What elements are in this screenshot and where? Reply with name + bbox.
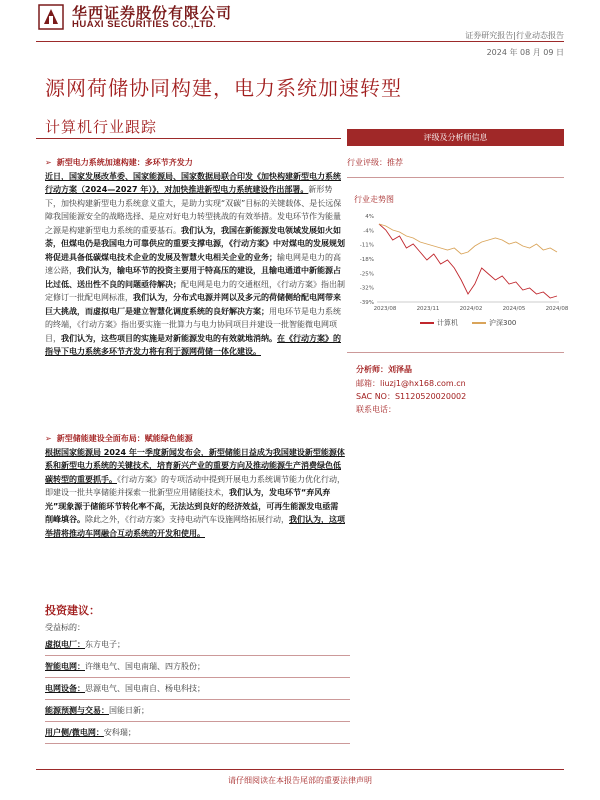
investment-row-value: 安科瑞； — [103, 728, 136, 737]
y-tick-label: -25% — [359, 271, 374, 278]
paragraph-2: 根据国家能源局 2024 年一季度新闻发布会，新型储能日益成为我国建设新型能源体系和新型电力系统的关键技术，培育新兴产业的重要方向及推动能源生产消费绿色低碳转型的重要抓手。《行动方案》的专项活动中提到开展电力系统调节能力优化行动，即建设一批共享储能并探索一批新型应用储能技术，我们认为，发电环节“弃风弃光”现象源于储能环节转化率不高，无法达到良好的经济效益，可再生能源发电亟需削峰填谷。除此之外，《行动方案》支持电动汽车设施网络拓展行动，我们认为，这项举措将推动车网融合互动系统的开发和使用。 — [45, 447, 345, 538]
y-tick-label: -18% — [359, 257, 374, 263]
sidebar-divider-2 — [347, 352, 564, 353]
bullet-heading-1: ➢ 新型电力系统加速构建：多环节齐发力 — [45, 158, 193, 167]
brand-name-cn: 华西证券股份有限公司 — [72, 4, 233, 22]
investment-row-divider — [45, 699, 350, 700]
footer-divider — [36, 769, 564, 770]
company-logo-icon — [38, 4, 64, 30]
legend-item-hs300: 沪深300 — [472, 318, 516, 328]
page-subtitle: 计算机行业跟踪 — [45, 118, 158, 136]
beneficiaries-intro: 受益标的： — [45, 623, 85, 632]
investment-row — [45, 683, 205, 694]
header-divider — [36, 41, 564, 42]
analyst-email[interactable]: 邮箱：liuzj1@hx168.com.cn — [356, 379, 466, 388]
investment-row-value: 东方电子； — [85, 640, 125, 649]
investment-title: 投资建议： — [45, 604, 100, 617]
y-tick-label: 4% — [365, 214, 374, 220]
chart-legend — [420, 318, 516, 328]
brand-name-en: HUAXI SECURITIES CO.,LTD. — [72, 19, 217, 30]
investment-row-label: 能源预测与交易： — [45, 706, 109, 715]
investment-row-value: 国能日新； — [109, 706, 149, 715]
y-tick-label: -11% — [359, 242, 374, 249]
x-tick-label: 2024/08 — [545, 306, 569, 312]
investment-row-label: 智能电网： — [45, 662, 85, 671]
report-type: 证券研究报告|行业动态报告 — [465, 31, 564, 40]
investment-row — [45, 705, 149, 716]
investment-row-label: 用户侧/微电网： — [45, 728, 104, 737]
industry-rating: 行业评级：推荐 — [347, 158, 403, 167]
legal-notice: 请仔细阅读在本报告尾部的重要法律声明 — [228, 776, 372, 785]
trend-chart-label: 行业走势图 — [354, 195, 394, 204]
investment-row — [45, 727, 136, 738]
investment-row-value: 思源电气、国电南自、杨电科技； — [85, 684, 205, 693]
x-tick-label: 2023/08 — [373, 306, 397, 312]
investment-row-label: 虚拟电厂： — [45, 640, 85, 649]
y-tick-label: -39% — [359, 300, 374, 306]
paragraph-1: 近日，国家发展改革委、国家能源局、国家数据局联合印发《加快构建新型电力系统行动方案（2024—2027 年）》，对加快推进新型电力系统建设作出部署。新形势下，加快构建新型电力系统意义重大，是助力实现“双碳”目标的关键载体、是长远保障我国能源安全的战略选择、是应对好电力转型挑战的有效举措。发电环节作为能量之源是构建新型电力系统的重要基石。我们认为，我国在新能源发电领域发展如火如荼，但煤电仍是我国电力可靠供应的重要支撑电源，《行动方案》中对煤电的发展规划将促进具备低碳煤电技术企业的发展及智慧火电相关企业的业务；输电网是电力的高速公路，我们认为，输电环节的投资主要用于特高压的建设，且输电通道中新能源占比过低、送出性不良的问题亟待解决；配电网是电力的交通枢纽，《行动方案》指出制定修订一批配电网标准，我们认为，分布式电源并网以及多元的荷储侧给配电网带来巨大挑战，而虚拟电厂是建立智慧化调度系统的良好解决方案；用电环节是电力系统的终端，《行动方案》指出要实施一批算力与电力协同项目并建设一批智能微电网项目，我们认为，这些项目的实施是对新能源发电的有效就地消纳。在《行动方案》的指导下电力系统多环节齐发力将有利于源网荷储一体化建设。 — [45, 171, 345, 356]
investment-row-value: 许继电气、国电南瑞、四方股份； — [85, 662, 205, 671]
sidebar-header: 评级及分析师信息 — [347, 129, 564, 146]
investment-row-divider — [45, 721, 350, 722]
legend-item-computer: 计算机 — [420, 318, 458, 328]
section-power-system — [45, 156, 345, 359]
x-tick-label: 2024/02 — [459, 306, 483, 312]
report-date: 2024 年 08 月 09 日 — [486, 48, 564, 57]
page-title: 源网荷储协同构建，电力系统加速转型 — [45, 76, 402, 100]
investment-row-divider — [45, 655, 350, 656]
analyst-sac: SAC NO：S1120520020002 — [356, 392, 467, 401]
analyst-name: 分析师：刘泽晶 — [356, 365, 412, 374]
sidebar-divider — [347, 177, 564, 178]
investment-row-divider — [45, 677, 350, 678]
trend-chart — [347, 204, 569, 334]
bullet-heading-2: ➢ 新型储能建设全面布局：赋能绿色能源 — [45, 434, 193, 443]
subtitle-divider — [36, 138, 341, 139]
section-energy-storage — [45, 432, 345, 540]
x-tick-label: 2024/05 — [502, 306, 526, 312]
x-tick-label: 2023/11 — [416, 306, 440, 312]
analyst-phone: 联系电话： — [356, 405, 396, 414]
investment-row-label: 电网设备： — [45, 684, 85, 693]
investment-row — [45, 661, 205, 672]
investment-row — [45, 639, 125, 650]
y-tick-label: -4% — [363, 228, 374, 235]
series-line-1 — [379, 224, 557, 254]
investment-row-divider — [45, 743, 350, 744]
y-tick-label: -32% — [359, 285, 374, 292]
